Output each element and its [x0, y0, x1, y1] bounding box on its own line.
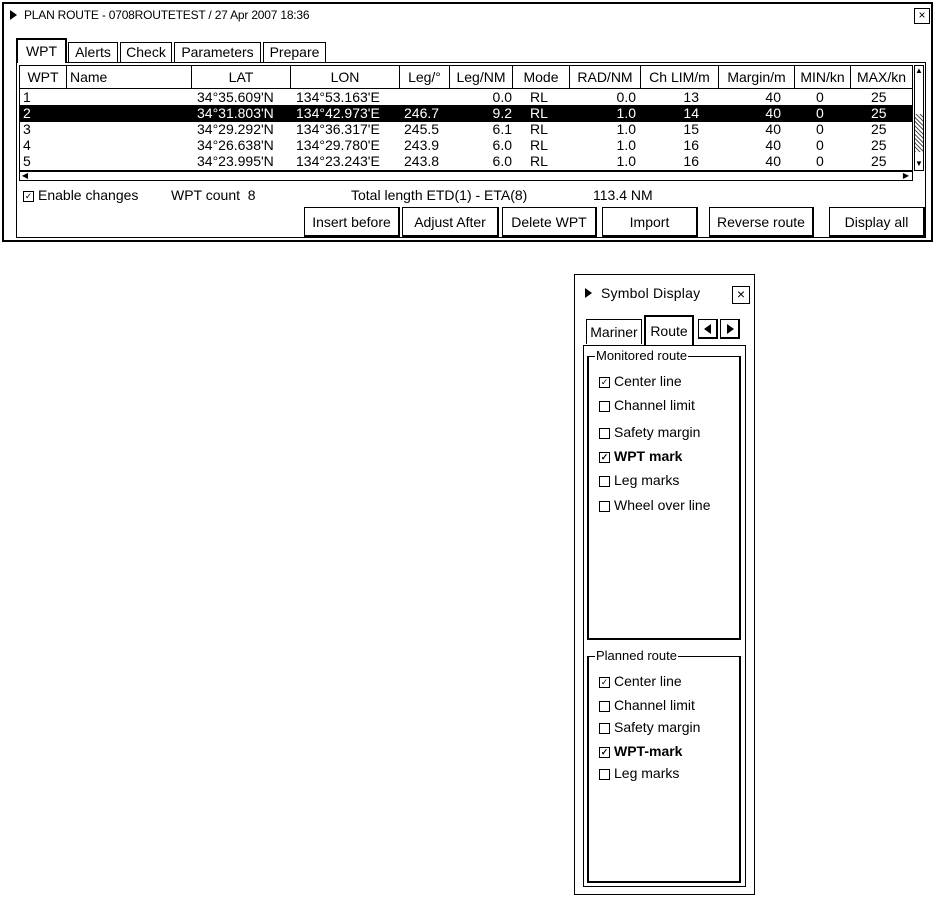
cell-lon: 134°42.973'E [296, 105, 380, 121]
scroll-thumb[interactable] [915, 114, 923, 152]
cell-leg-deg: 245.5 [404, 121, 440, 137]
cell-min: 0 [816, 153, 824, 169]
cell-chlim: 14 [683, 105, 699, 121]
cell-wpt: 2 [23, 105, 31, 121]
total-length-value: 113.4 NM [593, 187, 653, 203]
cell-lat: 34°31.803'N [197, 105, 274, 121]
option-leg-marks[interactable] [599, 765, 679, 781]
scroll-left-icon[interactable]: ◀ [21, 171, 29, 180]
option-channel-limit[interactable] [599, 697, 695, 713]
scroll-right-icon[interactable]: ▶ [902, 171, 910, 180]
cell-margin: 40 [765, 153, 781, 169]
wpt-count [171, 187, 256, 203]
wpt-count-label: WPT count [171, 187, 240, 203]
option-wpt-mark[interactable] [599, 448, 682, 464]
checkbox-icon[interactable] [599, 476, 610, 487]
col-name[interactable]: Name [67, 66, 192, 88]
cell-mode: RL [530, 121, 548, 137]
option-label: Leg marks [614, 765, 680, 781]
cell-min: 0 [816, 137, 824, 153]
checkbox-icon[interactable]: ✓ [600, 676, 609, 687]
tab-prepare[interactable]: Prepare [263, 42, 326, 62]
checkbox-icon[interactable] [599, 723, 610, 734]
checkbox-icon[interactable] [599, 401, 610, 412]
symbol-display-window [574, 274, 755, 895]
cell-margin: 40 [765, 105, 781, 121]
col-lon[interactable]: LON [291, 66, 400, 88]
tab-next-button[interactable] [720, 319, 740, 339]
cell-chlim: 16 [683, 137, 699, 153]
tab-mariner[interactable]: Mariner [586, 319, 642, 344]
option-label: Channel limit [614, 697, 695, 713]
reverse-route-button[interactable]: Reverse route [709, 207, 814, 237]
option-label: Center line [614, 673, 682, 689]
cell-rad: 1.0 [616, 137, 636, 153]
enable-changes-check-icon[interactable]: ✓ [24, 190, 33, 201]
delete-wpt-button[interactable]: Delete WPT [502, 207, 597, 237]
cell-leg-nm: 0.0 [492, 89, 512, 105]
checkbox-icon[interactable] [599, 769, 610, 780]
cell-leg-deg: 243.9 [404, 137, 440, 153]
col-rad-nm[interactable]: RAD/NM [570, 66, 641, 88]
cell-lat: 34°35.609'N [197, 89, 274, 105]
cell-rad: 0.0 [616, 89, 636, 105]
cell-leg-deg: 243.8 [404, 153, 440, 169]
table-header [20, 66, 912, 89]
checkbox-icon[interactable] [599, 428, 610, 439]
checkbox-icon[interactable] [599, 701, 610, 712]
option-channel-limit[interactable] [599, 397, 695, 413]
cell-wpt: 1 [23, 89, 31, 105]
col-leg-deg[interactable]: Leg/° [400, 66, 450, 88]
col-lat[interactable]: LAT [192, 66, 291, 88]
table-row[interactable] [20, 137, 912, 154]
cell-mode: RL [530, 89, 548, 105]
cell-margin: 40 [765, 137, 781, 153]
display-all-button[interactable]: Display all [829, 207, 925, 237]
cell-lon: 134°53.163'E [296, 89, 380, 105]
checkbox-icon[interactable]: ✓ [600, 746, 609, 757]
checkbox-icon[interactable]: ✓ [600, 451, 609, 462]
cell-max: 25 [871, 105, 887, 121]
table-row[interactable] [20, 121, 912, 138]
cell-lat: 34°23.995'N [197, 153, 274, 169]
option-center-line[interactable] [599, 673, 682, 689]
horizontal-scrollbar[interactable] [19, 171, 913, 181]
col-min-kn[interactable]: MIN/kn [795, 66, 851, 88]
cell-leg-nm: 6.1 [492, 121, 512, 137]
col-ch-lim[interactable]: Ch LIM/m [641, 66, 719, 88]
cell-mode: RL [530, 137, 548, 153]
tab-check[interactable]: Check [120, 42, 172, 62]
table-row[interactable] [20, 105, 912, 122]
cell-lon: 134°23.243'E [296, 153, 380, 169]
wpt-panel [16, 62, 926, 238]
cell-margin: 40 [765, 89, 781, 105]
vertical-scrollbar[interactable] [914, 65, 924, 171]
monitored-route-group [587, 348, 741, 640]
option-label: WPT-mark [614, 743, 683, 759]
cell-lon: 134°36.317'E [296, 121, 380, 137]
option-label: WPT mark [614, 448, 683, 464]
checkbox-icon[interactable]: ✓ [600, 376, 609, 387]
option-wheel-over-line[interactable] [599, 497, 711, 513]
option-label: Leg marks [614, 472, 680, 488]
cell-rad: 1.0 [616, 153, 636, 169]
cell-min: 0 [816, 121, 824, 137]
scroll-up-icon[interactable]: ▲ [915, 66, 923, 75]
option-wpt-mark[interactable] [599, 743, 682, 759]
route-symbols-panel [583, 345, 746, 887]
cell-leg-nm: 6.0 [492, 137, 512, 153]
waypoint-table[interactable] [19, 65, 913, 171]
cell-min: 0 [816, 105, 824, 121]
col-max-kn[interactable]: MAX/kn [856, 69, 906, 85]
tab-wpt[interactable]: WPT [16, 38, 67, 63]
arrow-left-icon [704, 324, 711, 334]
option-label: Center line [614, 373, 682, 389]
checkbox-icon[interactable] [599, 501, 610, 512]
cell-max: 25 [871, 121, 887, 137]
close-button[interactable]: × [732, 286, 750, 304]
cell-leg-nm: 9.2 [492, 105, 512, 121]
cell-lat: 34°29.292'N [197, 121, 274, 137]
cell-chlim: 16 [683, 153, 699, 169]
cell-chlim: 15 [683, 121, 699, 137]
cell-leg-deg: 246.7 [404, 105, 440, 121]
table-row[interactable] [20, 153, 912, 170]
cell-rad: 1.0 [616, 121, 636, 137]
option-leg-marks[interactable] [599, 472, 679, 488]
cell-chlim: 13 [683, 89, 699, 105]
cell-max: 25 [871, 89, 887, 105]
cell-leg-nm: 6.0 [492, 153, 512, 169]
option-label: Safety margin [614, 424, 701, 440]
planned-route-group [587, 648, 741, 883]
insert-before-button[interactable]: Insert before [304, 207, 400, 237]
cell-wpt: 3 [23, 121, 31, 137]
cell-mode: RL [530, 153, 548, 169]
cell-min: 0 [816, 89, 824, 105]
scroll-down-icon[interactable]: ▼ [915, 159, 923, 168]
collapse-triangle-icon[interactable] [585, 288, 592, 298]
cell-max: 25 [871, 153, 887, 169]
cell-mode: RL [530, 105, 548, 121]
cell-wpt: 4 [23, 137, 31, 153]
window-title: Symbol Display [601, 285, 701, 301]
cell-margin: 40 [765, 121, 781, 137]
title-bar [4, 4, 931, 28]
plan-route-window [2, 2, 933, 242]
window-title: PLAN ROUTE - 0708ROUTETEST / 27 Apr 2007 18:36 [24, 8, 310, 22]
arrow-right-icon [727, 324, 734, 334]
collapse-triangle-icon[interactable] [10, 10, 17, 20]
cell-lat: 34°26.638'N [197, 137, 274, 153]
enable-changes-label: Enable changes [38, 187, 139, 203]
wpt-count-value: 8 [247, 187, 256, 203]
option-center-line[interactable] [599, 373, 682, 389]
enable-changes-checkbox[interactable] [23, 187, 138, 203]
col-margin[interactable]: Margin/m [719, 66, 795, 88]
cell-rad: 1.0 [616, 105, 636, 121]
cell-wpt: 5 [23, 153, 31, 169]
monitored-route-legend: Monitored route [596, 348, 688, 363]
total-length-label: Total length ETD(1) - ETA(8) [351, 187, 528, 203]
planned-route-legend: Planned route [596, 648, 677, 663]
adjust-after-button[interactable]: Adjust After [402, 207, 499, 237]
option-label: Safety margin [614, 719, 701, 735]
import-button[interactable]: Import [602, 207, 698, 237]
table-row[interactable] [20, 89, 912, 106]
col-wpt[interactable]: WPT [20, 66, 67, 88]
tab-parameters[interactable]: Parameters [174, 42, 261, 62]
tab-prev-button[interactable] [698, 319, 718, 339]
option-label: Wheel over line [614, 497, 711, 513]
col-leg-nm[interactable]: Leg/NM [450, 66, 513, 88]
option-safety-margin[interactable] [599, 719, 700, 735]
tab-route[interactable]: Route [644, 315, 694, 345]
close-button[interactable]: × [914, 8, 930, 24]
cell-lon: 134°29.780'E [296, 137, 380, 153]
option-safety-margin[interactable] [599, 424, 700, 440]
cell-max: 25 [871, 137, 887, 153]
tab-alerts[interactable]: Alerts [68, 42, 118, 62]
option-label: Channel limit [614, 397, 695, 413]
col-mode[interactable]: Mode [513, 66, 570, 88]
